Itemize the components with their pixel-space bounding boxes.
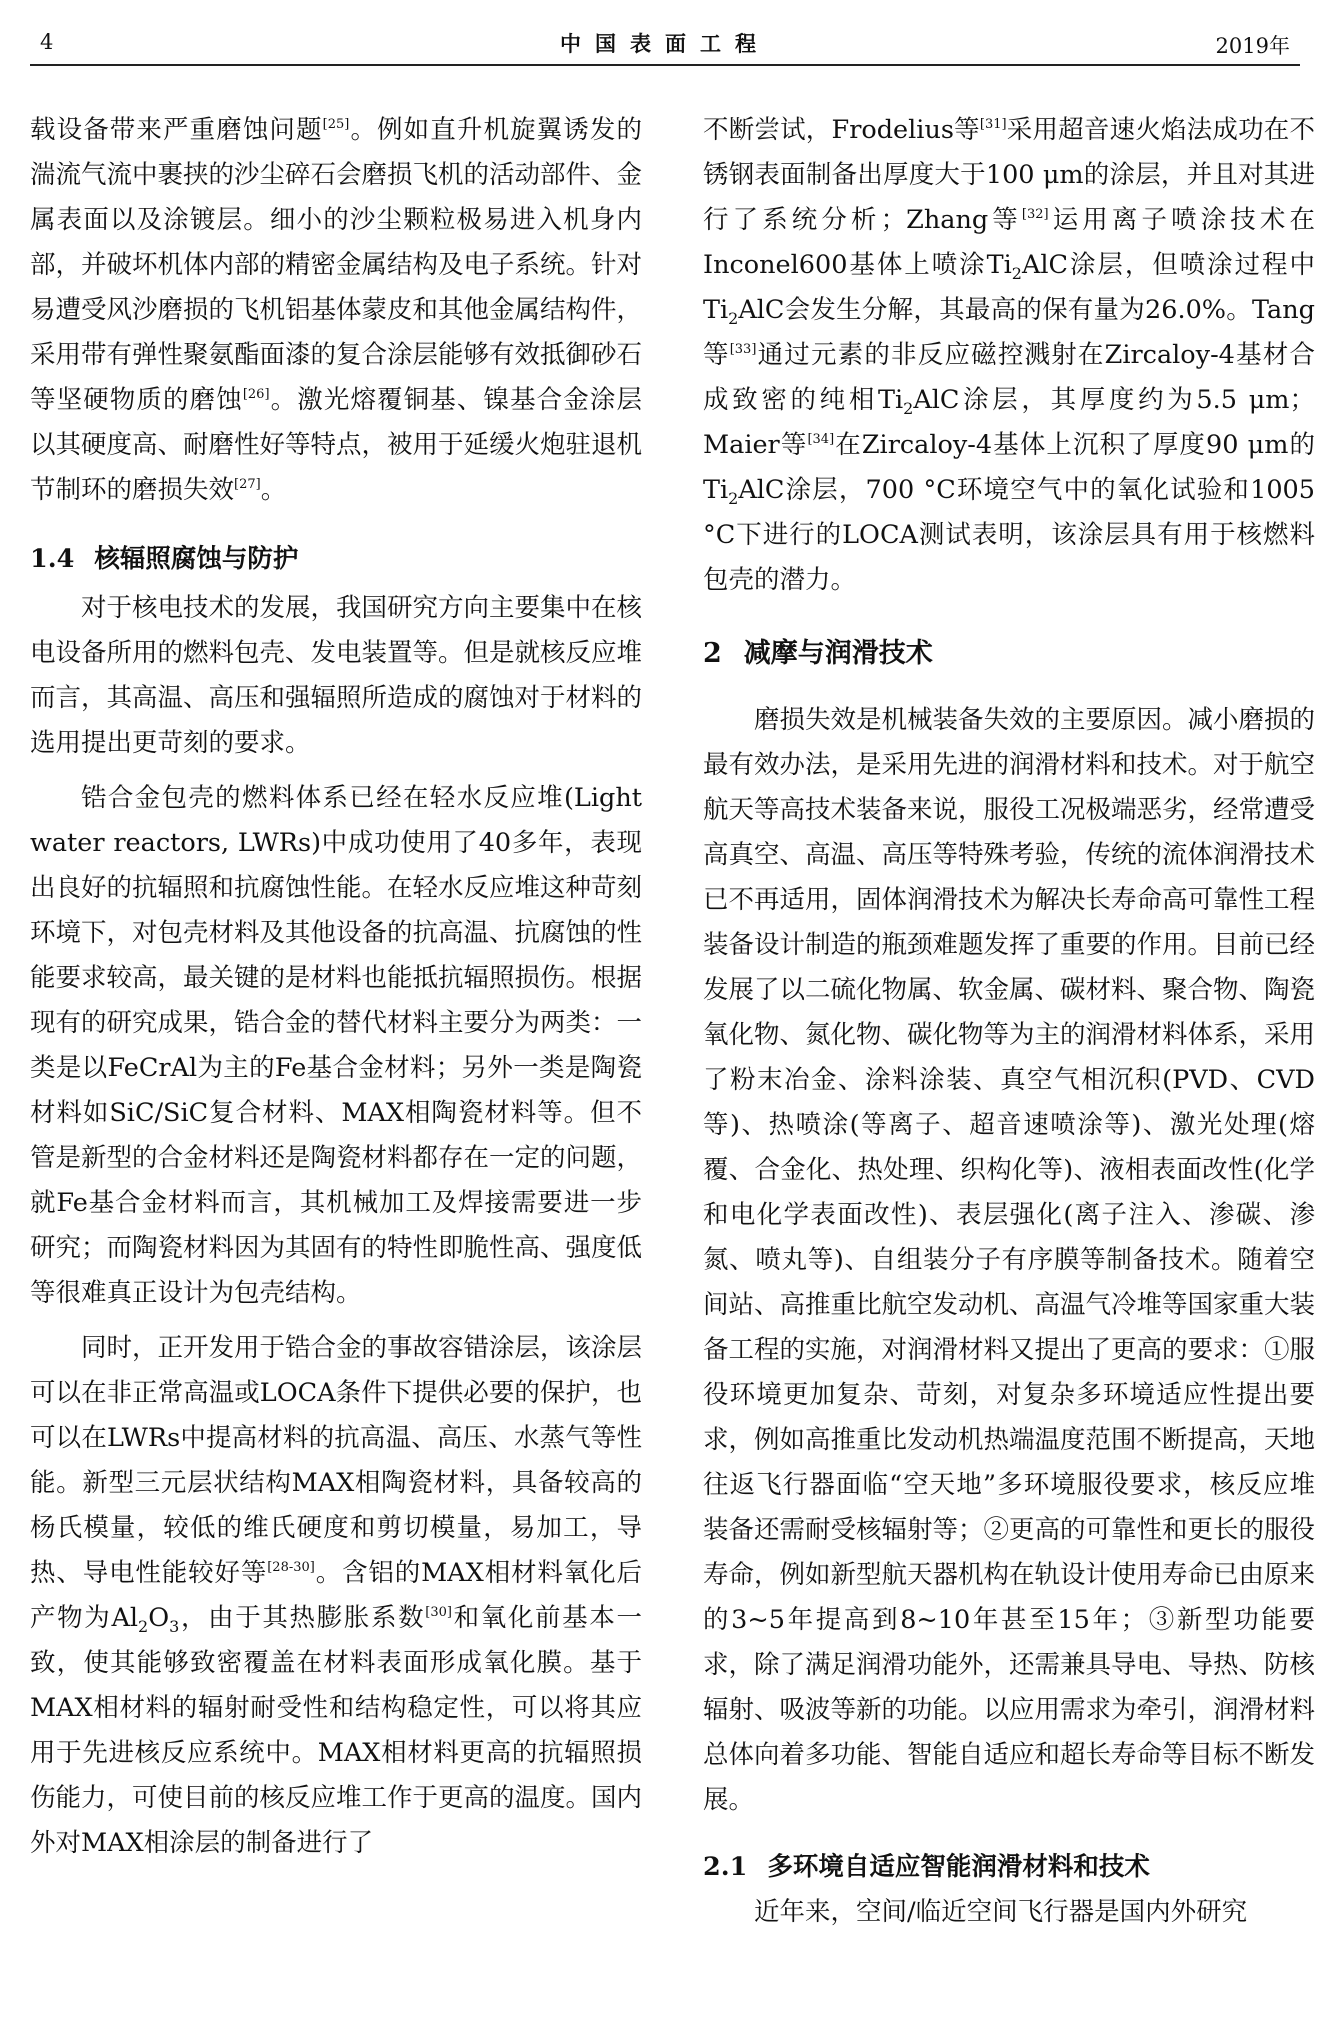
citation-ref[interactable]: [30] [425,1605,452,1620]
citation-ref[interactable]: [34] [807,432,835,447]
right-column [703,108,1315,1935]
citation-ref[interactable]: [26] [242,387,270,402]
citation-ref[interactable]: [27] [234,477,261,492]
section-heading-2-1: 2.1 多环境自适应智能润滑材料和技术 [703,1852,1150,1882]
journal-year: 2019年 [1215,34,1290,58]
citation-ref[interactable]: [31] [979,117,1007,132]
section-heading-1-4: 1.4 核辐照腐蚀与防护 [30,544,299,574]
paragraph: 对于核电技术的发展，我国研究方向主要集中在核电设备所用的燃料包壳、发电装置等。但是就核反应堆而言，其高温、高压和强辐照所造成的腐蚀对于材料的选用提出更苛刻的要求。 [30,593,643,758]
citation-ref[interactable]: [25] [322,117,350,132]
paragraph: 同时，正开发用于锆合金的事故容错涂层，该涂层可以在非正常高温或LOCA条件下提供必要的保护，也可以在LWRs中提高材料的抗高温、高压、水蒸气等性能。新型三元层状结构MAX相陶瓷材料，具备较高的杨氏模量，较低的维氏硬度和剪切模量，易加工，导热、导电性能较好等[28-30]。含铝的MAX相材料氧化后产物为$Al_2O_3$，由于其热膨胀系数[30]和氧化前基本一致，使其能够致密覆盖在材料表面形成氧化膜。基于MAX相材料的辐射耐受性和结构稳定性，可以将其应用于先进核反应系统中。MAX相材料更高的抗辐照损伤能力，可使目前的核反应堆工作于更高的温度。国内外对MAX相涂层的制备进行了 [30,1333,643,1858]
citation-ref[interactable]: [33] [729,342,757,357]
paragraph: 磨损失效是机械装备失效的主要原因。减小磨损的最有效办法，是采用先进的润滑材料和技术。对于航空航天等高技术装备来说，服役工况极端恶劣，经常遭受高真空、高温、高压等特殊考验，传统的流体润滑技术已不再适用，固体润滑技术为解决长寿命高可靠性工程装备设计制造的瓶颈难题发挥了重要的作用。目前已经发展了以二硫化物属、软金属、碳材料、聚合物、陶瓷氧化物、氮化物、碳化物等为主的润滑材料体系，采用了粉末冶金、涂料涂装、真空气相沉积(PVD、CVD等)、热喷涂(等离子、超音速喷涂等)、激光处理(熔覆、合金化、热处理、织构化等)、液相表面改性(化学和电化学表面改性)、表层强化(离子注入、渗碳、渗氮、喷丸等)、自组装分子有序膜等制备技术。随着空间站、高推重比航空发动机、高温气冷堆等国家重大装备工程的实施，对润滑材料又提出了更高的要求：①服役环境更加复杂、苛刻，对复杂多环境适应性提出要求，例如高推重比发动机热端温度范围不断提高，天地往返飞行器面临“空天地”多环境服役要求，核反应堆装备还需耐受核辐射等；②更高的可靠性和更长的服役寿命，例如新型航天器机构在轨设计使用寿命已由原来的3~5年提高到8~10年甚至15年；③新型功能要求，除了满足润滑功能外，还需兼具导电、导热、防核辐射、吸波等新的功能。以应用需求为牵引，润滑材料总体向着多功能、智能自适应和超长寿命等目标不断发展。 [703,705,1316,1815]
left-column [30,108,642,1866]
paragraph-continued: 载设备带来严重磨蚀问题[25]。例如直升机旋翼诱发的湍流气流中裹挟的沙尘碎石会磨损飞机的活动部件、金属表面以及涂镀层。细小的沙尘颗粒极易进入机身内部，并破坏机体内部的精密金属结构及电子系统。针对易遭受风沙磨损的飞机铝基体蒙皮和其他金属结构件，采用带有弹性聚氨酯面漆的复合涂层能够有效抵御砂石等坚硬物质的磨蚀[26]。激光熔覆铜基、镍基合金涂层以其硬度高、耐磨性好等特点，被用于延缓火炮驻退机节制环的磨损失效[27]。 [30,115,643,505]
running-header [30,28,1300,66]
section-heading-2: 2 减摩与润滑技术 [703,638,933,669]
paragraph: 锆合金包壳的燃料体系已经在轻水反应堆(Light water reactors, LWRs)中成功使用了40多年，表现出良好的抗辐照和抗腐蚀性能。在轻水反应堆这种苛刻环境下，对包壳材料及其他设备的抗高温、抗腐蚀的性能要求较高，最关键的是材料也能抵抗辐照损伤。根据现有的研究成果，锆合金的替代材料主要分为两类：一类是以FeCrAl为主的Fe基合金材料；另外一类是陶瓷材料如SiC/SiC复合材料、MAX相陶瓷材料等。但不管是新型的合金材料还是陶瓷材料都存在一定的问题，就Fe基合金材料而言，其机械加工及焊接需要进一步研究；而陶瓷材料因为其固有的特性即脆性高、强度低等很难真正设计为包壳结构。 [30,783,643,1308]
page-number: 4 [40,30,54,54]
paragraph: 近年来，空间/临近空间飞行器是国内外研究 [754,1897,1248,1927]
paragraph-continued: 不断尝试，Frodelius等[31]采用超音速火焰法成功在不锈钢表面制备出厚度大于100 μm的涂层，并且对其进行了系统分析；Zhang等[32]运用离子喷涂技术在Inconel600基体上喷涂$Ti_2AlC$涂层，但喷涂过程中$Ti_2AlC$会发生分解，其最高的保有量为26.0%。Tang等[33]通过元素的非反应磁控溅射在Zircaloy-4基材合成致密的纯相$Ti_2AlC$涂层，其厚度约为5.5 μm；Maier等[34]在Zircaloy-4基体上沉积了厚度90 μm的$Ti_2AlC$涂层，700 °C环境空气中的氧化试验和1005 °C下进行的LOCA测试表明，该涂层具有用于核燃料包壳的潜力。 [703,115,1316,595]
citation-ref[interactable]: [28-30] [267,1560,315,1575]
journal-name: 中国表面工程 [560,32,770,56]
citation-ref[interactable]: [32] [1021,207,1049,222]
